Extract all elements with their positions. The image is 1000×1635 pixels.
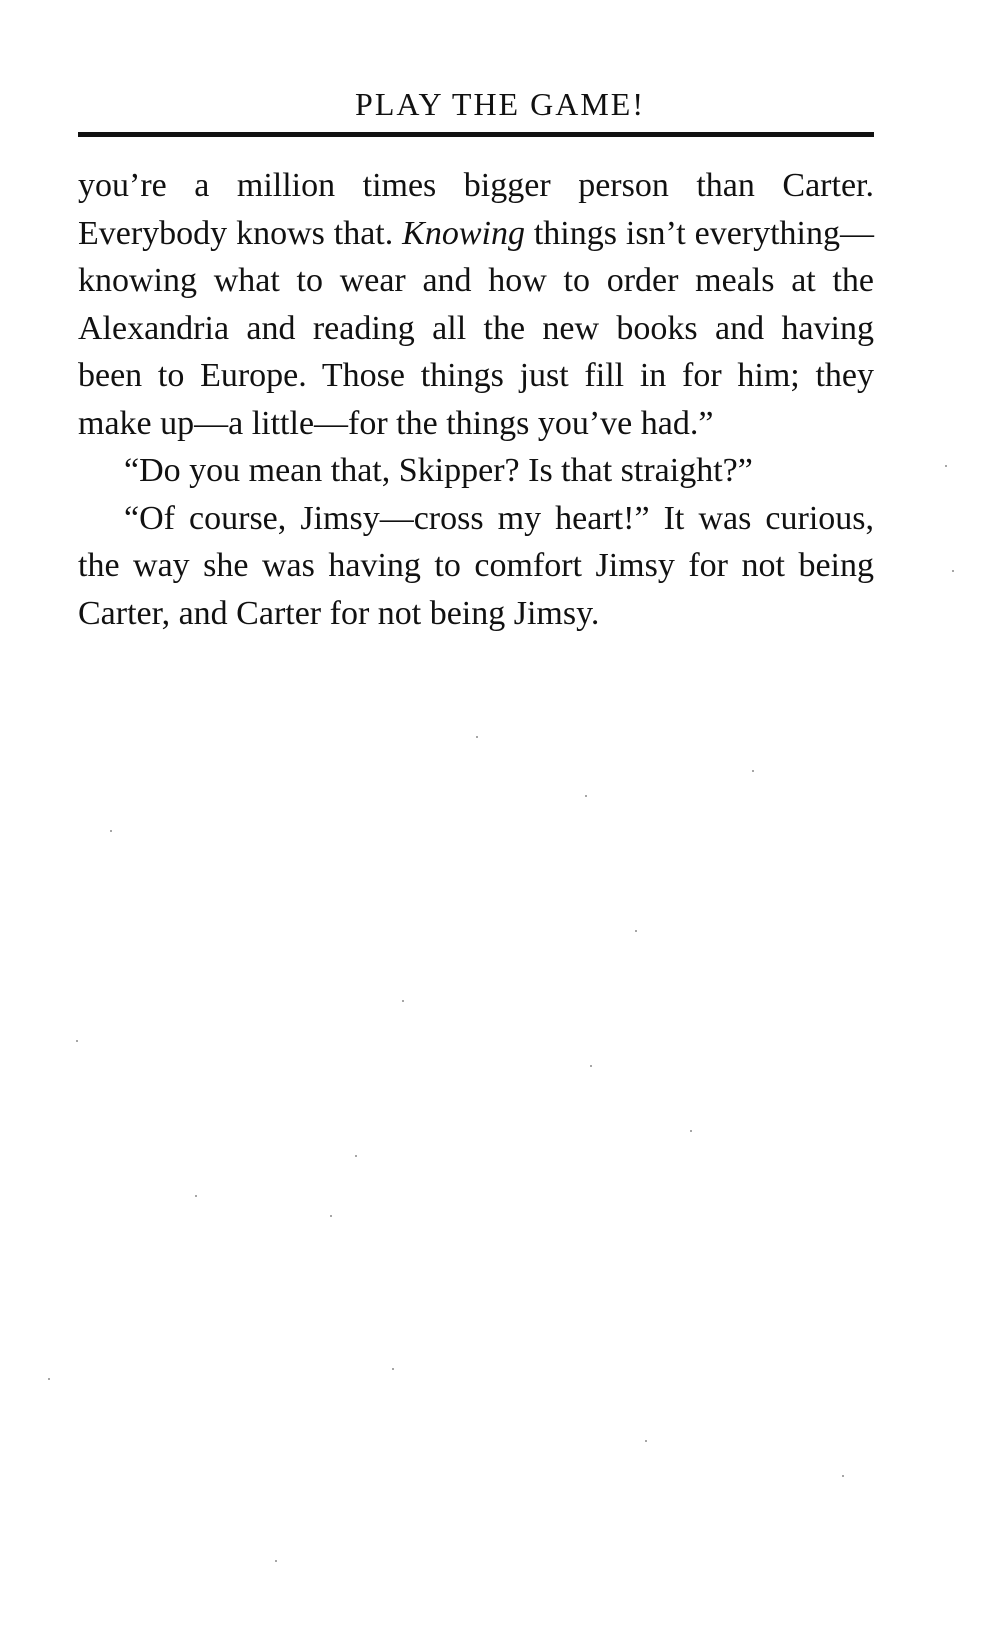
paper-speck [585, 795, 587, 797]
paper-speck [392, 1368, 394, 1370]
paper-speck [195, 1195, 197, 1197]
paper-speck [645, 1440, 647, 1442]
paper-speck [952, 570, 954, 572]
paragraph-1-emphasis: Knowing [402, 214, 525, 252]
paragraph-1-after: things isn’t everything—knowing what to wear and how to order meals at the Alexandria and reading all the new books and having been to Europe. Those things just fill in for him; they make up—a little—for the things you’ve had.” [78, 214, 874, 442]
paper-speck [76, 1040, 78, 1042]
paragraph-2: “Do you mean that, Skipper? Is that straight?” [124, 452, 753, 489]
paragraph-3: “Of course, Jimsy—cross my heart!” It was curious, the way she was having to comfort Jimsy for not being Carter, and Carter for not being Jimsy. [78, 499, 874, 632]
paragraph-1-before: you’re a million times bigger person than Carter. Everybody knows that. [78, 167, 874, 252]
header-rule [78, 132, 874, 137]
paper-speck [690, 1130, 692, 1132]
paper-speck [275, 1560, 277, 1562]
paper-speck [752, 770, 754, 772]
paper-speck [842, 1475, 844, 1477]
body-text [78, 162, 874, 637]
paper-speck [330, 1215, 332, 1217]
running-head: PLAY THE GAME! [355, 86, 645, 122]
paper-speck [945, 465, 947, 467]
paper-speck [476, 736, 478, 738]
paper-speck [590, 1065, 592, 1067]
paper-speck [110, 830, 112, 832]
paper-speck [635, 930, 637, 932]
paragraph-1 [78, 162, 874, 447]
paper-speck [355, 1155, 357, 1157]
paper-speck [402, 1000, 404, 1002]
paper-speck [48, 1378, 50, 1380]
